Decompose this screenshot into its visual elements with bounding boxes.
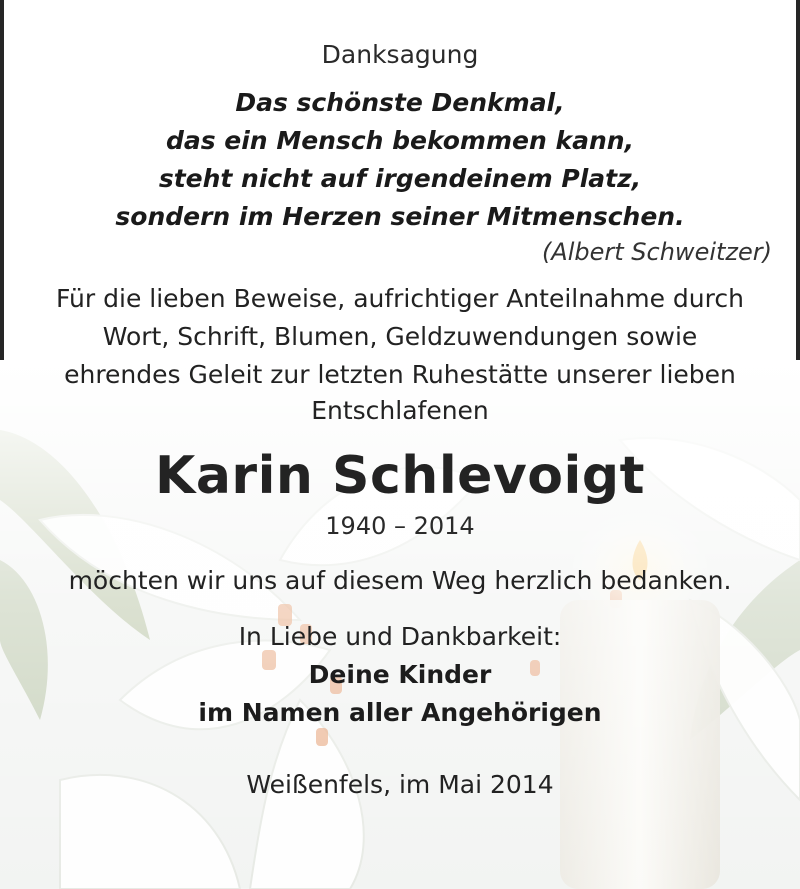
signature-line: Deine Kinder <box>308 660 492 689</box>
closing-line: In Liebe und Dankbarkeit: <box>238 622 562 651</box>
notice-title: Danksagung <box>321 40 479 69</box>
body-line: Wort, Schrift, Blumen, Geldzuwendungen sowie <box>102 322 698 351</box>
body-line: Für die lieben Beweise, aufrichtiger Anteilnahme durch <box>56 284 744 313</box>
life-dates: 1940 – 2014 <box>325 512 475 540</box>
body-line: Entschlafenen <box>311 396 489 425</box>
deceased-name: Karin Schlevoigt <box>155 446 645 506</box>
thanks-line: möchten wir uns auf diesem Weg herzlich bedanken. <box>68 566 732 595</box>
quote-line: das ein Mensch bekommen kann, <box>165 126 635 155</box>
quote-line: sondern im Herzen seiner Mitmenschen. <box>115 202 685 231</box>
signature-line: im Namen aller Angehörigen <box>198 698 602 727</box>
quote-line: steht nicht auf irgendeinem Platz, <box>158 164 642 193</box>
quote-line: Das schönste Denkmal, <box>235 88 565 117</box>
place-date: Weißenfels, im Mai 2014 <box>246 770 554 799</box>
body-line: ehrendes Geleit zur letzten Ruhestätte unserer lieben <box>64 360 736 389</box>
quote-author: (Albert Schweitzer) <box>541 238 772 266</box>
